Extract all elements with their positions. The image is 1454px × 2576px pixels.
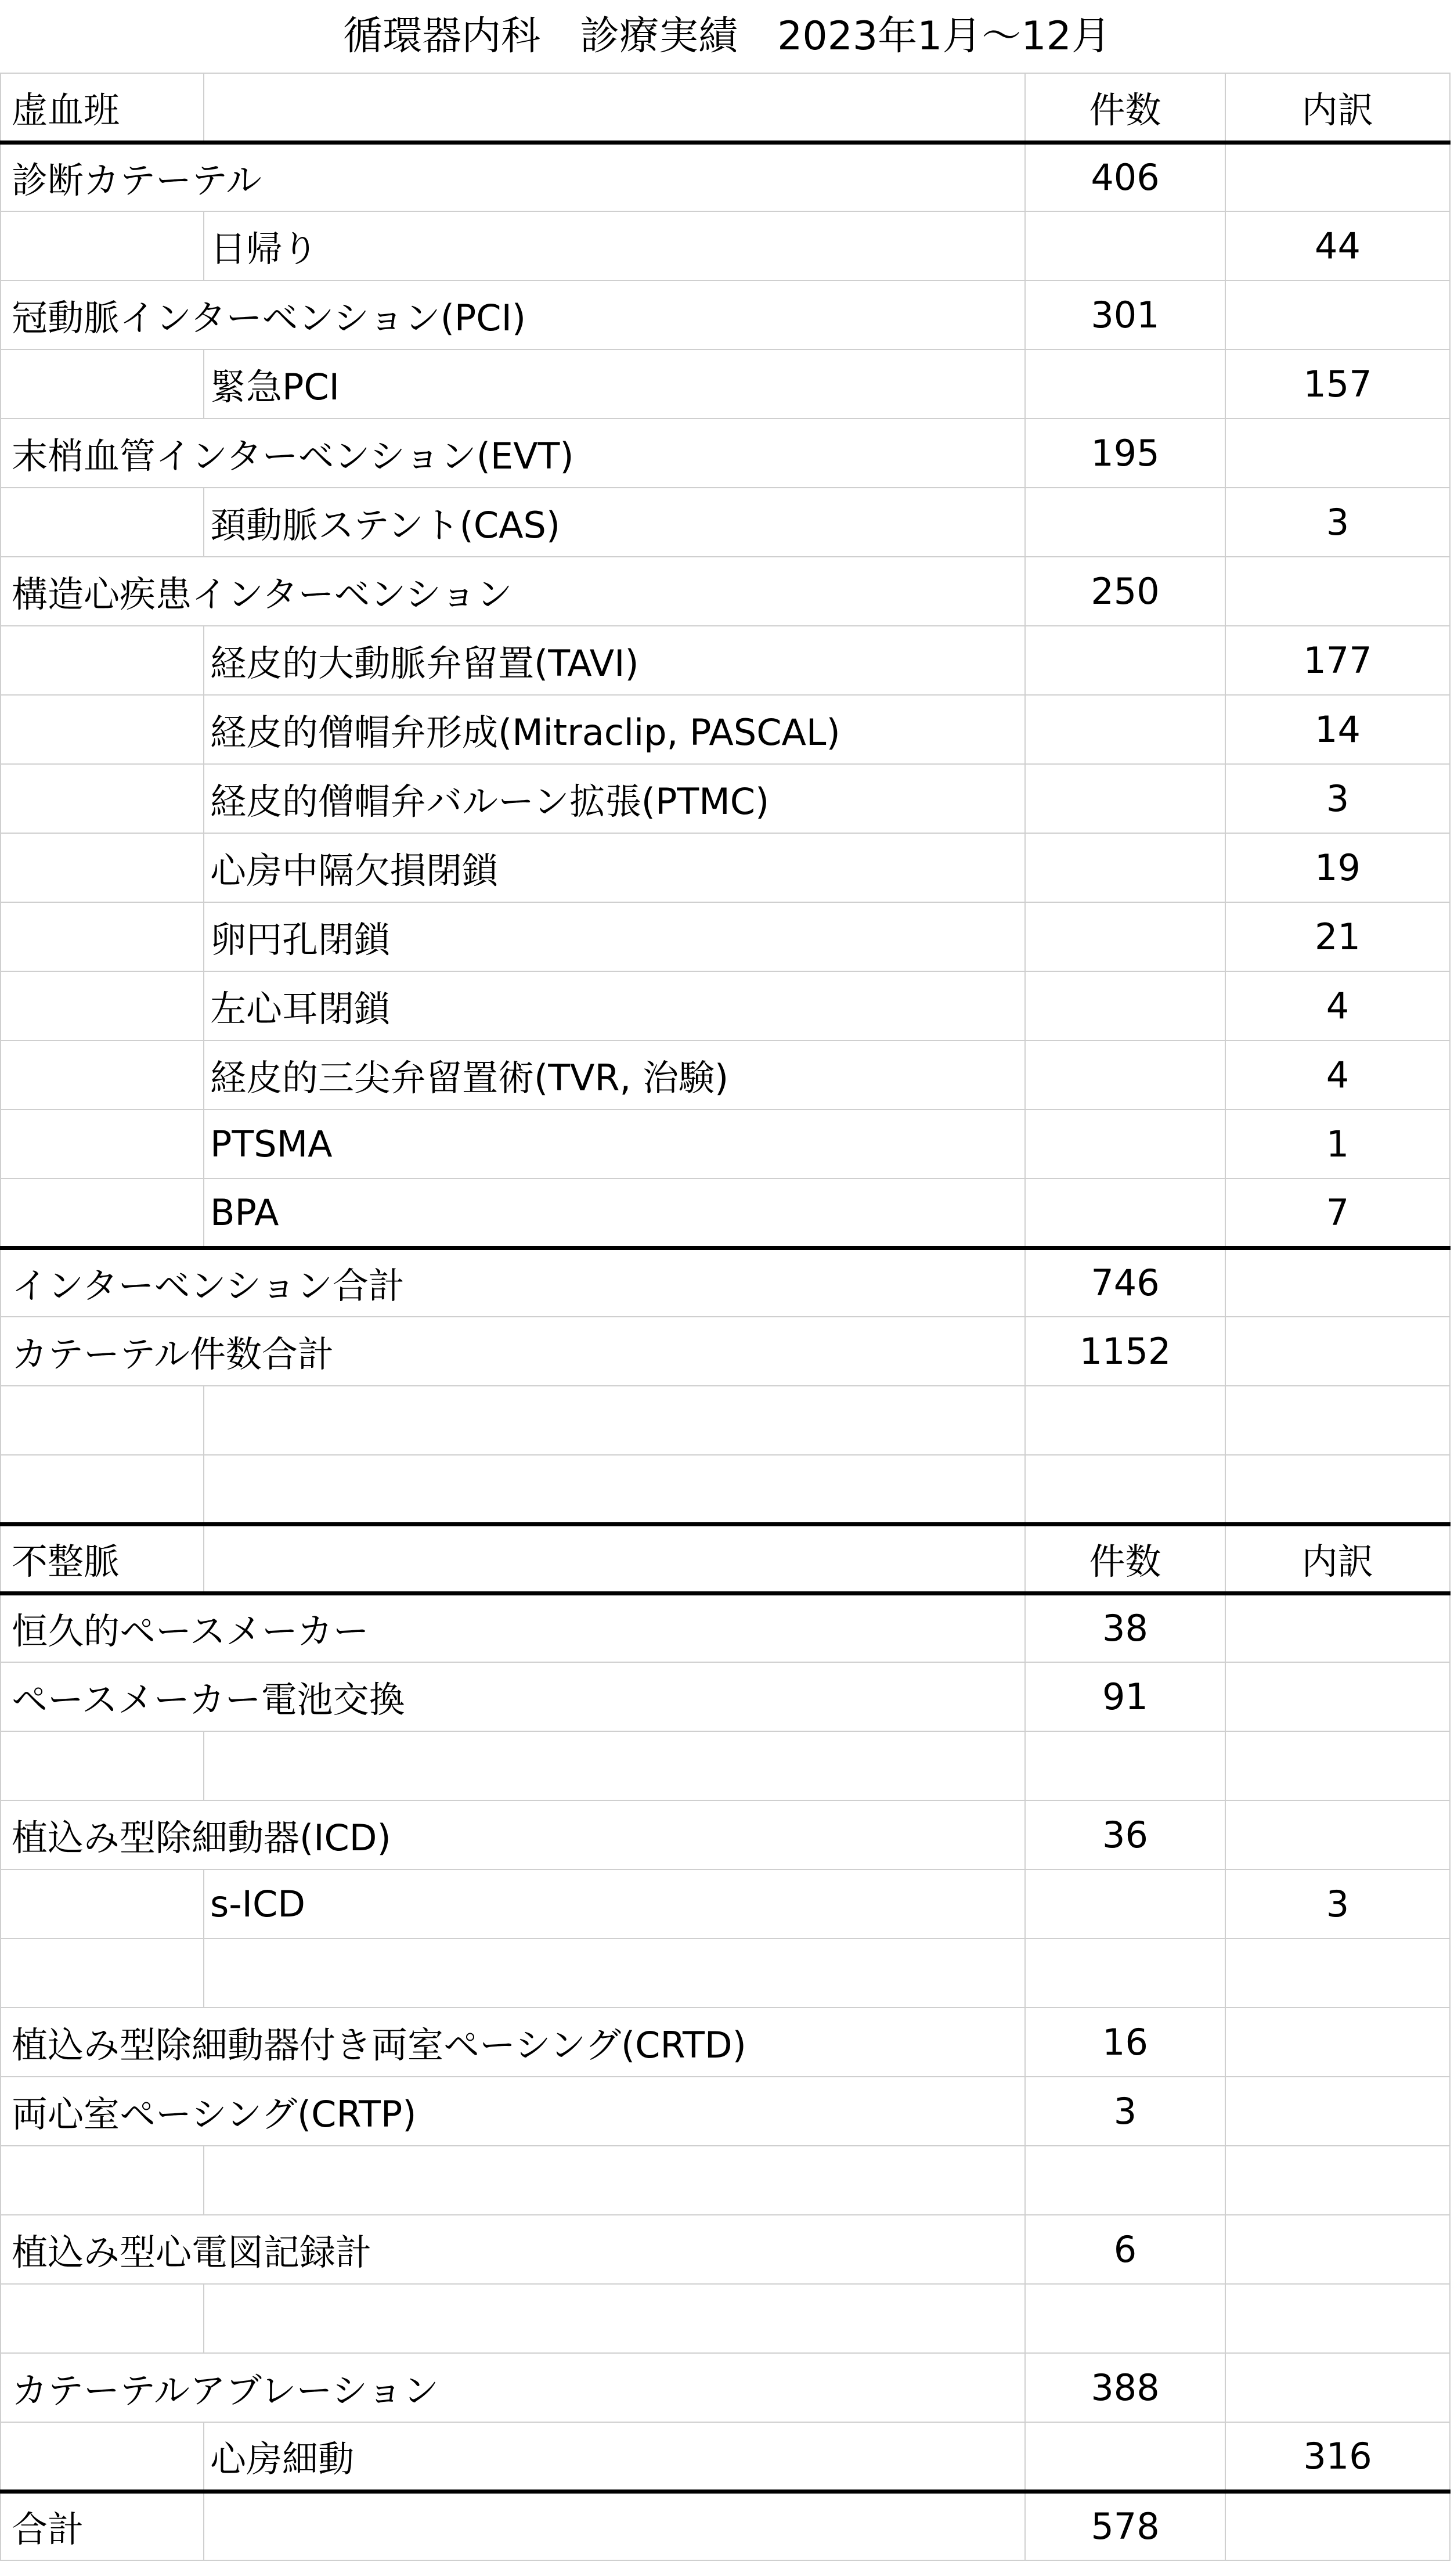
section-label: 虚血班	[1, 73, 204, 142]
item-label: 植込み型除細動器(ICD)	[1, 1800, 1025, 1869]
breakdown-cell	[1225, 2215, 1450, 2284]
section-header-row	[1, 73, 1450, 142]
table-row	[1, 1040, 1450, 1109]
sub-item-label: 左心耳閉鎖	[204, 971, 1025, 1040]
breakdown-cell: 1	[1225, 1109, 1450, 1179]
table-row	[1, 1869, 1450, 1939]
total-row	[1, 1248, 1450, 1317]
empty-cell	[1, 488, 204, 557]
count-cell: 301	[1025, 280, 1225, 350]
table-row	[1, 419, 1450, 488]
table-row	[1, 2146, 1450, 2215]
total-count: 746	[1025, 1248, 1225, 1317]
table-row	[1, 1109, 1450, 1179]
count-cell	[1025, 971, 1225, 1040]
breakdown-cell	[1225, 2146, 1450, 2215]
count-cell	[1025, 1869, 1225, 1939]
count-cell: 38	[1025, 1593, 1225, 1662]
empty-cell	[1225, 2491, 1450, 2560]
count-cell	[1025, 695, 1225, 764]
empty-cell	[204, 1939, 1025, 2008]
empty-cell	[1, 1179, 204, 1248]
grand-total-row	[1, 2491, 1450, 2560]
table-row	[1, 1731, 1450, 1800]
breakdown-cell: 3	[1225, 1869, 1450, 1939]
sub-item-label: 経皮的三尖弁留置術(TVR, 治験)	[204, 1040, 1025, 1109]
breakdown-cell	[1225, 142, 1450, 211]
breakdown-cell: 4	[1225, 1040, 1450, 1109]
count-cell: 195	[1025, 419, 1225, 488]
count-cell	[1025, 1939, 1225, 2008]
table-row	[1, 833, 1450, 902]
blank-row	[1, 1386, 1450, 1455]
empty-cell	[1, 2146, 204, 2215]
table-row	[1, 211, 1450, 280]
item-label: 植込み型心電図記録計	[1, 2215, 1025, 2284]
page-title: 循環器内科 診療実績 2023年1月～12月	[343, 13, 1111, 59]
total-label: インターベンション合計	[1, 1248, 1025, 1317]
breakdown-cell: 177	[1225, 626, 1450, 695]
total-row	[1, 1317, 1450, 1386]
item-label: 植込み型除細動器付き両室ペーシング(CRTD)	[1, 2008, 1025, 2077]
table-row	[1, 350, 1450, 419]
table-row	[1, 1179, 1450, 1248]
empty-cell	[204, 1386, 1025, 1455]
empty-cell	[1, 626, 204, 695]
breakdown-cell	[1225, 2008, 1450, 2077]
count-cell	[1025, 626, 1225, 695]
count-cell: 3	[1025, 2077, 1225, 2146]
empty-cell	[204, 2284, 1025, 2353]
sub-item-label: 経皮的大動脈弁留置(TAVI)	[204, 626, 1025, 695]
breakdown-cell: 44	[1225, 211, 1450, 280]
table-row	[1, 2353, 1450, 2422]
breakdown-cell: 3	[1225, 488, 1450, 557]
sub-item-label: 頚動脈ステント(CAS)	[204, 488, 1025, 557]
empty-cell	[204, 1731, 1025, 1800]
empty-cell	[204, 2146, 1025, 2215]
table-row	[1, 557, 1450, 626]
count-cell: 388	[1025, 2353, 1225, 2422]
empty-cell	[1, 902, 204, 971]
table-row	[1, 2284, 1450, 2353]
sub-item-label: s-ICD	[204, 1869, 1025, 1939]
count-cell	[1025, 1040, 1225, 1109]
breakdown-cell: 21	[1225, 902, 1450, 971]
breakdown-cell	[1225, 557, 1450, 626]
breakdown-cell	[1225, 419, 1450, 488]
empty-cell	[204, 1524, 1025, 1593]
empty-cell	[1, 833, 204, 902]
count-cell	[1025, 350, 1225, 419]
table-row	[1, 2215, 1450, 2284]
empty-cell	[1225, 1248, 1450, 1317]
breakdown-header: 内訳	[1225, 73, 1450, 142]
breakdown-cell	[1225, 1800, 1450, 1869]
count-cell	[1025, 764, 1225, 833]
empty-cell	[1, 350, 204, 419]
grand-total-count: 578	[1025, 2491, 1225, 2560]
empty-cell	[204, 73, 1025, 142]
count-cell	[1025, 2146, 1225, 2215]
table-row	[1, 2077, 1450, 2146]
total-label: カテーテル件数合計	[1, 1317, 1025, 1386]
count-header: 件数	[1025, 1524, 1225, 1593]
table-row	[1, 2008, 1450, 2077]
empty-cell	[1, 764, 204, 833]
count-cell: 250	[1025, 557, 1225, 626]
empty-cell	[1, 1939, 204, 2008]
table-row	[1, 695, 1450, 764]
sub-item-label: 経皮的僧帽弁形成(Mitraclip, PASCAL)	[204, 695, 1025, 764]
empty-cell	[1, 695, 204, 764]
empty-cell	[204, 1455, 1025, 1524]
empty-cell	[1225, 1455, 1450, 1524]
sub-item-label: PTSMA	[204, 1109, 1025, 1179]
sub-item-label: 経皮的僧帽弁バルーン拡張(PTMC)	[204, 764, 1025, 833]
section-label: 不整脈	[1, 1524, 204, 1593]
count-cell: 406	[1025, 142, 1225, 211]
empty-cell	[1025, 1455, 1225, 1524]
breakdown-cell: 7	[1225, 1179, 1450, 1248]
sub-item-label: 緊急PCI	[204, 350, 1025, 419]
empty-cell	[1225, 1386, 1450, 1455]
table-row	[1, 1593, 1450, 1662]
breakdown-cell	[1225, 2077, 1450, 2146]
breakdown-cell: 3	[1225, 764, 1450, 833]
count-cell	[1025, 211, 1225, 280]
count-cell: 16	[1025, 2008, 1225, 2077]
count-cell: 91	[1025, 1662, 1225, 1731]
count-cell	[1025, 902, 1225, 971]
count-cell	[1025, 1731, 1225, 1800]
breakdown-cell	[1225, 1593, 1450, 1662]
breakdown-cell: 19	[1225, 833, 1450, 902]
empty-cell	[1, 1109, 204, 1179]
count-cell	[1025, 1179, 1225, 1248]
sub-item-label: 心房中隔欠損閉鎖	[204, 833, 1025, 902]
empty-cell	[1225, 1317, 1450, 1386]
sub-item-label: 卵円孔閉鎖	[204, 902, 1025, 971]
item-label: 両心室ペーシング(CRTP)	[1, 2077, 1025, 2146]
table-row	[1, 1939, 1450, 2008]
table-row	[1, 971, 1450, 1040]
table-row	[1, 764, 1450, 833]
section-header-row	[1, 1524, 1450, 1593]
breakdown-cell: 4	[1225, 971, 1450, 1040]
total-count: 1152	[1025, 1317, 1225, 1386]
item-label: カテーテルアブレーション	[1, 2353, 1025, 2422]
item-label: ペースメーカー電池交換	[1, 1662, 1025, 1731]
count-cell: 36	[1025, 1800, 1225, 1869]
breakdown-cell	[1225, 1731, 1450, 1800]
item-label: 末梢血管インターベンション(EVT)	[1, 419, 1025, 488]
breakdown-header: 内訳	[1225, 1524, 1450, 1593]
empty-cell	[1, 1869, 204, 1939]
empty-cell	[1, 1731, 204, 1800]
count-cell: 6	[1025, 2215, 1225, 2284]
sub-item-label: BPA	[204, 1179, 1025, 1248]
empty-cell	[1, 2284, 204, 2353]
item-label: 冠動脈インターベンション(PCI)	[1, 280, 1025, 350]
breakdown-cell: 316	[1225, 2422, 1450, 2491]
table-row	[1, 1662, 1450, 1731]
count-cell	[1025, 2284, 1225, 2353]
sub-item-label: 心房細動	[204, 2422, 1025, 2491]
breakdown-cell	[1225, 1662, 1450, 1731]
table-row	[1, 902, 1450, 971]
item-label: 診断カテーテル	[1, 142, 1025, 211]
empty-cell	[1, 1386, 204, 1455]
table-row	[1, 1800, 1450, 1869]
breakdown-cell	[1225, 2284, 1450, 2353]
table-row	[1, 2422, 1450, 2491]
results-table	[0, 73, 1451, 2561]
breakdown-cell	[1225, 280, 1450, 350]
item-label: 構造心疾患インターベンション	[1, 557, 1025, 626]
blank-row	[1, 1455, 1450, 1524]
grand-total-label: 合計	[1, 2491, 204, 2560]
item-label: 恒久的ペースメーカー	[1, 1593, 1025, 1662]
empty-cell	[1, 2422, 204, 2491]
breakdown-cell: 14	[1225, 695, 1450, 764]
empty-cell	[1, 211, 204, 280]
breakdown-cell	[1225, 1939, 1450, 2008]
empty-cell	[1, 971, 204, 1040]
table-row	[1, 142, 1450, 211]
breakdown-cell	[1225, 2353, 1450, 2422]
table-row	[1, 280, 1450, 350]
empty-cell	[1, 1455, 204, 1524]
table-row	[1, 488, 1450, 557]
empty-cell	[204, 2491, 1025, 2560]
count-cell	[1025, 833, 1225, 902]
empty-cell	[1025, 1386, 1225, 1455]
count-cell	[1025, 2422, 1225, 2491]
count-cell	[1025, 1109, 1225, 1179]
breakdown-cell: 157	[1225, 350, 1450, 419]
table-row	[1, 626, 1450, 695]
count-cell	[1025, 488, 1225, 557]
count-header: 件数	[1025, 73, 1225, 142]
empty-cell	[1, 1040, 204, 1109]
sub-item-label: 日帰り	[204, 211, 1025, 280]
